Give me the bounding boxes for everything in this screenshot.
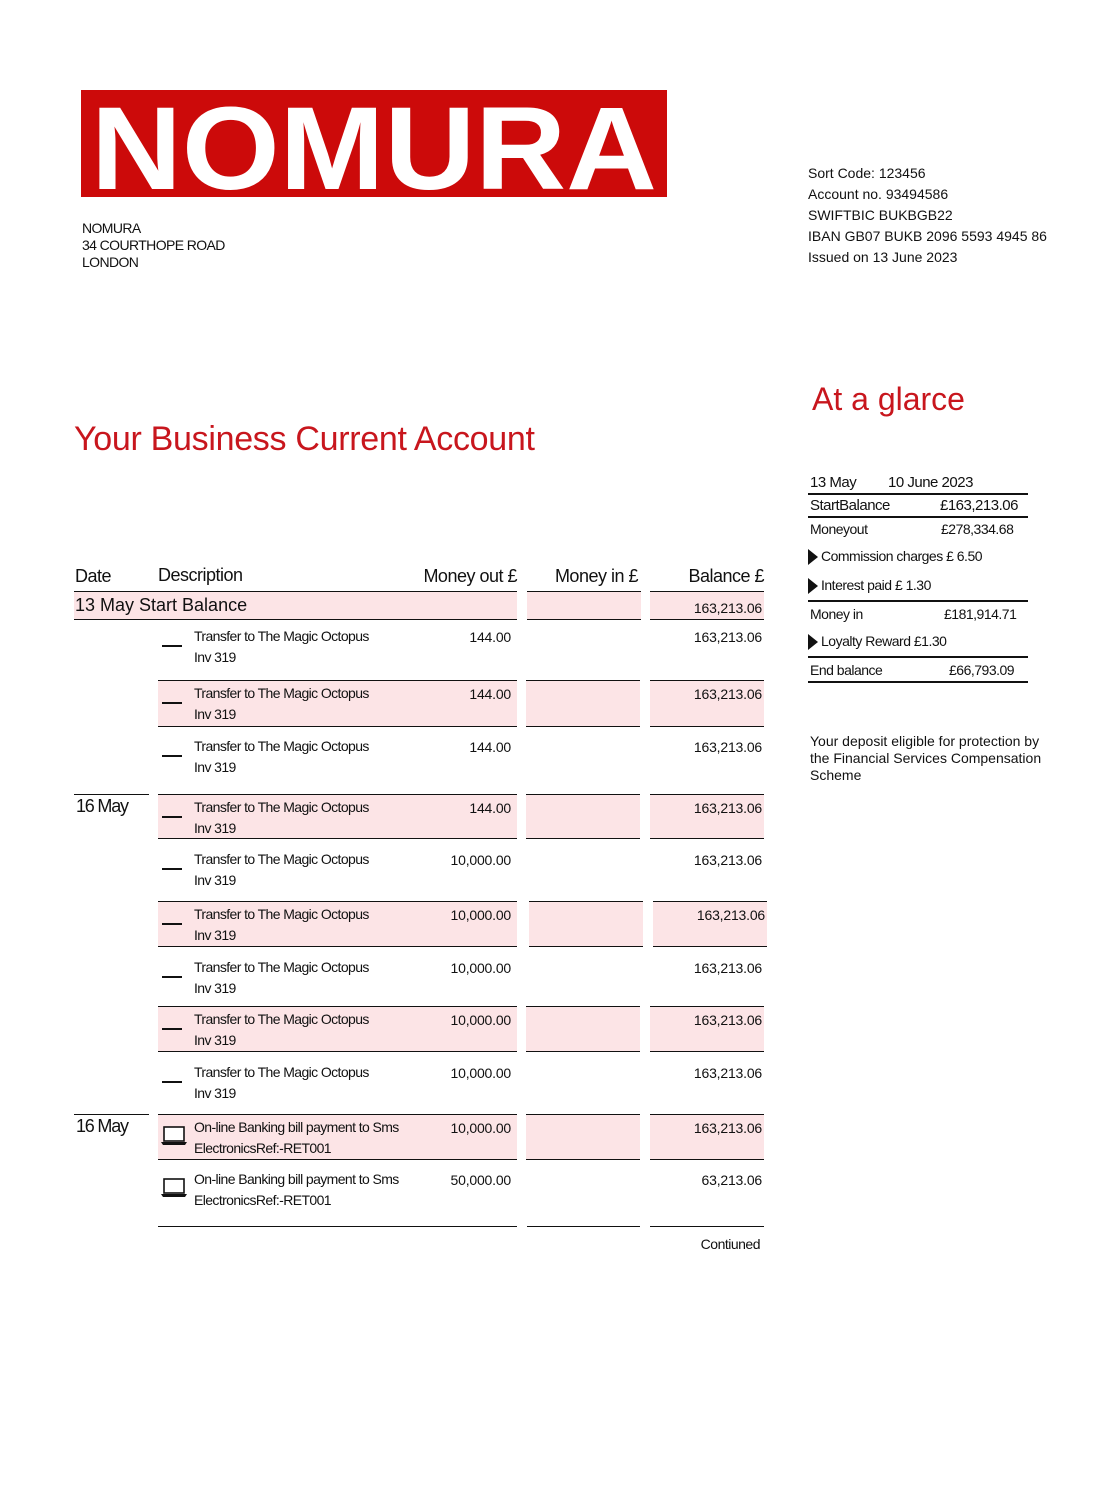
row-money-out: 10,000.00 <box>450 907 511 923</box>
account-details <box>808 163 1047 268</box>
row-balance: 163,213.06 <box>693 1120 762 1136</box>
header-date: Date <box>75 566 112 586</box>
glance-commission <box>808 548 982 565</box>
row-rule <box>158 1051 517 1052</box>
row-description-line2: Inv 319 <box>194 706 236 722</box>
row-money-out: 10,000.00 <box>450 1012 511 1028</box>
row-rule <box>650 591 764 592</box>
row-rule <box>158 1114 517 1115</box>
row-money-out: 144.00 <box>469 686 511 702</box>
dash-icon <box>162 923 182 925</box>
row-rule <box>527 591 641 592</box>
row-rule <box>650 838 764 839</box>
glance-divider <box>808 516 1028 518</box>
glance-divider <box>808 600 1028 602</box>
row-rule <box>650 680 764 681</box>
glance-period-start: 13 May <box>810 474 857 491</box>
row-rule <box>653 946 767 947</box>
laptop-icon <box>160 1177 188 1199</box>
row-date: 16 May <box>76 1116 128 1136</box>
row-rule <box>74 591 517 592</box>
row-rule <box>526 1159 640 1160</box>
dash-icon <box>162 868 182 870</box>
glance-period-end: 10 June 2023 <box>888 474 973 491</box>
row-description-line2: Inv 319 <box>194 649 236 665</box>
row-rule <box>650 1006 764 1007</box>
row-description-line1: Transfer to The Magic Octopus <box>194 685 369 701</box>
row-date: 16 May <box>76 796 128 816</box>
glance-start-balance-value: £163,213.06 <box>940 497 1018 514</box>
row-money-out: 10,000.00 <box>450 1120 511 1136</box>
row-description-line2: Inv 319 <box>194 820 236 836</box>
row-description-line1: On-line Banking bill payment to Sms <box>194 1119 399 1135</box>
iban: IBAN GB07 BUKB 2096 5593 4945 86 <box>808 228 1047 244</box>
row-description-line1: Transfer to The Magic Octopus <box>194 738 369 754</box>
row-description-line1: Transfer to The Magic Octopus <box>194 906 369 922</box>
row-bg <box>526 1006 640 1051</box>
glance-end-balance-value: £66,793.09 <box>949 662 1015 678</box>
row-balance: 163,213.06 <box>696 907 765 923</box>
row-money-out: 10,000.00 <box>450 852 511 868</box>
glance-divider <box>808 656 1028 658</box>
date-rule <box>74 1114 149 1115</box>
row-description-line2: Inv 319 <box>194 872 236 888</box>
glance-loyalty <box>808 633 946 650</box>
header-balance: Balance £ <box>688 566 764 586</box>
account-number: Account no. 93494586 <box>808 186 949 202</box>
issue-date: Issued on 13 June 2023 <box>808 249 958 265</box>
row-description-line1: Transfer to The Magic Octopus <box>194 628 369 644</box>
row-description-line1: Transfer to The Magic Octopus <box>194 1011 369 1027</box>
dash-icon <box>162 1081 182 1083</box>
glance-divider <box>808 493 1028 495</box>
date-rule <box>74 794 149 795</box>
row-rule <box>527 619 641 620</box>
row-description-line1: On-line Banking bill payment to Sms <box>194 1171 399 1187</box>
row-rule <box>526 1006 640 1007</box>
row-bg <box>529 901 643 946</box>
dash-icon <box>162 645 182 647</box>
triangle-bullet-icon <box>808 634 818 650</box>
row-bg <box>526 1114 640 1159</box>
row-rule <box>529 946 643 947</box>
glance-title: At a glarce <box>812 381 965 417</box>
row-balance: 163,213.06 <box>693 852 762 868</box>
row-balance: 163,213.06 <box>693 739 762 755</box>
row-rule <box>526 1051 640 1052</box>
row-money-out: 144.00 <box>469 800 511 816</box>
row-rule <box>650 1051 764 1052</box>
row-money-out: 10,000.00 <box>450 960 511 976</box>
row-rule <box>158 1159 517 1160</box>
row-rule <box>526 838 640 839</box>
dash-icon <box>162 755 182 757</box>
address-line-3: LONDON <box>82 254 139 270</box>
row-rule <box>650 1114 764 1115</box>
table-bottom-rule <box>527 1226 640 1227</box>
continued-label: Contiuned <box>700 1236 760 1252</box>
row-balance: 163,213.06 <box>693 1012 762 1028</box>
row-description-line1: Transfer to The Magic Octopus <box>194 799 369 815</box>
row-balance: 163,213.06 <box>693 800 762 816</box>
swift-code: SWIFTBIC BUKBGB22 <box>808 207 953 223</box>
row-balance: 63,213.06 <box>701 1172 762 1188</box>
row-rule <box>158 1006 517 1007</box>
row-balance: 163,213.06 <box>693 629 762 645</box>
dash-icon <box>162 1028 182 1030</box>
start-balance-value: 163,213.06 <box>693 600 762 616</box>
deposit-protection-note: Your deposit eligible for protection by the Financial Services Compensation Scheme <box>810 733 1042 783</box>
row-description-line2: ElectronicsRef:-RET001 <box>194 1192 331 1208</box>
row-description-line2: Inv 319 <box>194 927 236 943</box>
row-rule <box>650 794 764 795</box>
triangle-bullet-icon <box>808 578 818 594</box>
row-description-line1: Transfer to The Magic Octopus <box>194 959 369 975</box>
header-description: Description <box>158 565 243 585</box>
row-money-out: 144.00 <box>469 739 511 755</box>
row-rule <box>158 946 517 947</box>
row-money-out: 10,000.00 <box>450 1065 511 1081</box>
row-balance: 163,213.06 <box>693 1065 762 1081</box>
header-money-out: Money out £ <box>423 566 517 586</box>
row-rule <box>74 619 517 620</box>
address-line-2: 34 COURTHOPE ROAD <box>82 237 225 253</box>
row-rule <box>650 1159 764 1160</box>
row-description-line2: ElectronicsRef:-RET001 <box>194 1140 331 1156</box>
glance-commission-text: Commission charges £ 6.50 <box>821 548 983 564</box>
address-line-1: NOMURA <box>82 220 141 236</box>
glance-end-balance-label: End balance <box>810 662 883 678</box>
start-balance-label: 13 May Start Balance <box>75 595 248 615</box>
row-rule <box>158 726 517 727</box>
glance-money-out-value: £278,334.68 <box>941 521 1014 537</box>
row-description-line1: Transfer to The Magic Octopus <box>194 851 369 867</box>
nomura-logo <box>81 90 667 197</box>
row-description-line2: Inv 319 <box>194 759 236 775</box>
glance-interest-text: Interest paid £ 1.30 <box>821 577 931 593</box>
laptop-icon <box>160 1125 188 1147</box>
row-rule <box>158 680 517 681</box>
sort-code: Sort Code: 123456 <box>808 165 926 181</box>
table-bottom-rule <box>650 1226 764 1227</box>
row-rule <box>526 1114 640 1115</box>
row-rule <box>529 901 643 902</box>
glance-money-in-value: £181,914.71 <box>944 606 1017 622</box>
row-description-line2: Inv 319 <box>194 980 236 996</box>
dash-icon <box>162 816 182 818</box>
row-rule <box>653 901 767 902</box>
header-money-in: Money in £ <box>554 566 638 586</box>
row-rule <box>158 901 517 902</box>
triangle-bullet-icon <box>808 549 818 565</box>
row-rule <box>526 726 640 727</box>
row-rule <box>650 619 764 620</box>
logo-text: NOMURA <box>91 90 657 197</box>
table-bottom-rule <box>158 1226 517 1227</box>
dash-icon <box>162 976 182 978</box>
start-row-bg <box>527 592 641 619</box>
row-rule <box>650 726 764 727</box>
row-money-out: 50,000.00 <box>450 1172 511 1188</box>
row-description-line1: Transfer to The Magic Octopus <box>194 1064 369 1080</box>
row-bg <box>526 794 640 838</box>
glance-loyalty-text: Loyalty Reward £1.30 <box>821 633 947 649</box>
glance-money-in-label: Money in <box>810 606 863 622</box>
row-description-line2: Inv 319 <box>194 1085 236 1101</box>
row-description-line2: Inv 319 <box>194 1032 236 1048</box>
row-balance: 163,213.06 <box>693 686 762 702</box>
glance-start-balance-label: StartBalance <box>810 497 890 514</box>
glance-interest <box>808 577 931 594</box>
page-title: Your Business Current Account <box>74 420 535 458</box>
row-rule <box>526 794 640 795</box>
row-rule <box>526 680 640 681</box>
row-bg <box>526 680 640 726</box>
glance-divider <box>808 681 1028 683</box>
bank-address <box>82 220 225 271</box>
dash-icon <box>162 702 182 704</box>
row-money-out: 144.00 <box>469 629 511 645</box>
row-balance: 163,213.06 <box>693 960 762 976</box>
glance-money-out-label: Moneyout <box>810 521 868 537</box>
row-rule <box>158 794 517 795</box>
